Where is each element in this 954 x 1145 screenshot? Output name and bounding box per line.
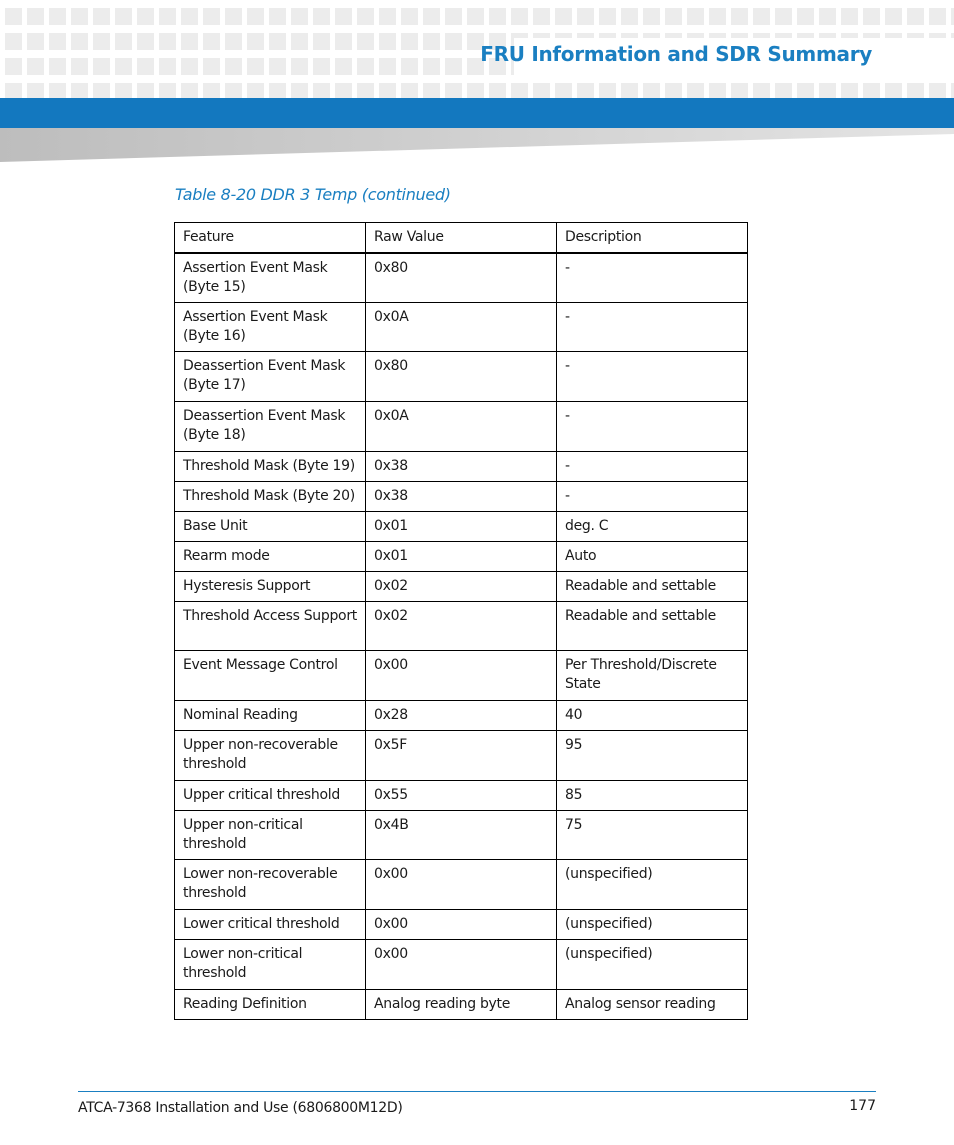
cell-feature: Threshold Mask (Byte 20) [175,482,366,512]
cell-description: (unspecified) [557,860,748,910]
cell-raw-value: 0x02 [366,572,557,602]
table-row [175,542,748,572]
cell-feature: Rearm mode [175,542,366,572]
table-row [175,910,748,940]
table-row [175,402,748,452]
cell-description: Analog sensor reading [557,990,748,1020]
table-row [175,940,748,990]
cell-raw-value: 0x28 [366,701,557,731]
table-row [175,990,748,1020]
cell-feature: Threshold Access Support [175,602,366,651]
table-row [175,781,748,811]
table-row [175,572,748,602]
column-header-raw-value: Raw Value [366,223,557,254]
cell-feature: Base Unit [175,512,366,542]
cell-feature: Assertion Event Mask (Byte 16) [175,303,366,352]
cell-feature: Upper non-critical threshold [175,811,366,860]
cell-raw-value: 0x5F [366,731,557,781]
cell-raw-value: 0x4B [366,811,557,860]
column-header-description: Description [557,223,748,254]
cell-description: 40 [557,701,748,731]
cell-raw-value: 0x80 [366,253,557,303]
cell-description: - [557,402,748,452]
table-row [175,253,748,303]
table-row [175,860,748,910]
cell-feature: Event Message Control [175,651,366,701]
cell-raw-value: 0x00 [366,940,557,990]
cell-raw-value: 0x0A [366,303,557,352]
cell-raw-value: 0x80 [366,352,557,402]
table-row [175,651,748,701]
table-row [175,352,748,402]
cell-description: deg. C [557,512,748,542]
cell-description: (unspecified) [557,910,748,940]
table-row [175,811,748,860]
cell-raw-value: 0x01 [366,512,557,542]
cell-feature: Lower non-recoverable threshold [175,860,366,910]
cell-description: 95 [557,731,748,781]
footer-rule [78,1091,876,1092]
table-caption: Table 8-20 DDR 3 Temp (continued) [175,185,451,204]
cell-description: Readable and settable [557,572,748,602]
cell-feature: Threshold Mask (Byte 19) [175,452,366,482]
table-row [175,701,748,731]
cell-description: Readable and settable [557,602,748,651]
table-body [175,253,748,1020]
cell-description: 85 [557,781,748,811]
cell-feature: Lower critical threshold [175,910,366,940]
table-row [175,602,748,651]
cell-feature: Assertion Event Mask (Byte 15) [175,253,366,303]
cell-raw-value: 0x00 [366,910,557,940]
table-header-row [175,223,748,254]
cell-description: 75 [557,811,748,860]
header-grey-wedge [0,128,954,164]
cell-description: Per Threshold/Discrete State [557,651,748,701]
table-row [175,303,748,352]
cell-description: - [557,482,748,512]
cell-raw-value: 0x55 [366,781,557,811]
cell-feature: Upper critical threshold [175,781,366,811]
cell-raw-value: Analog reading byte [366,990,557,1020]
cell-feature: Lower non-critical threshold [175,940,366,990]
table-row [175,731,748,781]
cell-description: (unspecified) [557,940,748,990]
cell-feature: Upper non-recoverable threshold [175,731,366,781]
page-header-title: FRU Information and SDR Summary [480,42,872,66]
ddr3-temp-table [174,222,748,1020]
cell-raw-value: 0x00 [366,651,557,701]
cell-description: - [557,253,748,303]
cell-raw-value: 0x0A [366,402,557,452]
cell-description: - [557,452,748,482]
cell-raw-value: 0x02 [366,602,557,651]
cell-raw-value: 0x38 [366,452,557,482]
table-row [175,452,748,482]
cell-description: - [557,352,748,402]
cell-description: Auto [557,542,748,572]
cell-feature: Reading Definition [175,990,366,1020]
footer-document-title: ATCA-7368 Installation and Use (6806800M12D) [78,1100,403,1116]
table-row [175,512,748,542]
header-blue-band [0,98,954,128]
cell-raw-value: 0x01 [366,542,557,572]
column-header-feature: Feature [175,223,366,254]
footer-page-number: 177 [849,1098,876,1114]
cell-feature: Hysteresis Support [175,572,366,602]
cell-feature: Nominal Reading [175,701,366,731]
cell-raw-value: 0x38 [366,482,557,512]
cell-description: - [557,303,748,352]
table-row [175,482,748,512]
cell-raw-value: 0x00 [366,860,557,910]
cell-feature: Deassertion Event Mask (Byte 17) [175,352,366,402]
cell-feature: Deassertion Event Mask (Byte 18) [175,402,366,452]
